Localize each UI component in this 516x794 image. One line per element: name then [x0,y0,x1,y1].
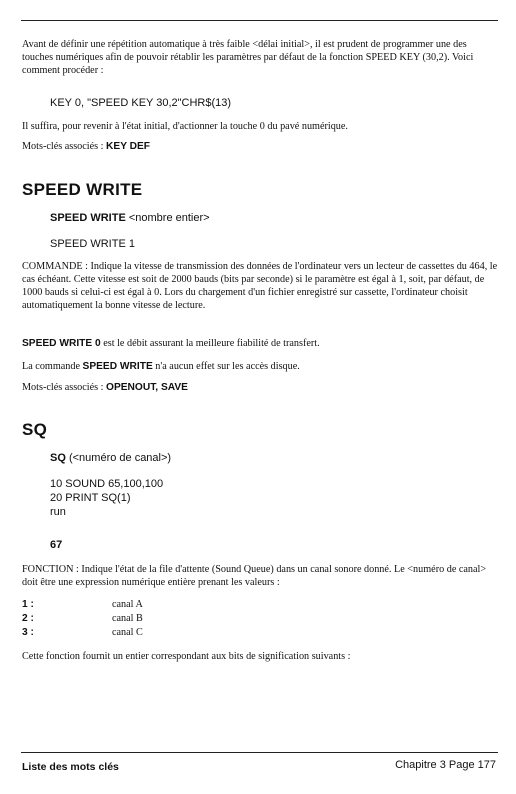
intro-keywords: Mots-clés associés : KEY DEF [22,141,151,152]
footer-left: Liste des mots clés [22,761,119,773]
sq-result: 67 [50,539,63,551]
intro-paragraph: Avant de définir une répétition automatique à très faible <délai initial>, il est prudent de programmer une des touches numériques afin de pouvoir rétablir les paramètres par défaut de la fonction SPEED KEY (30,2). Voici comment procéder : [22,39,474,76]
speed-write-description: COMMANDE : Indique la vitesse de transmission des données de l'ordinateur vers un lecteur de cassettes du 464, le cas échéant. Cette vitesse est soit de 2000 bauds (bits par seconde) si le paramètre est égal à 1, soit, par défaut, de 1000 bauds si celui-ci est égal à 0. Lors du chargement d'un fichier enregistré sur cassette, l'ordinateur choisit automatiquement la bonne vitesse de lecture. [22,261,498,311]
sq-code-block [50,477,516,519]
channel-row: 2 : canal B [22,613,143,624]
intro-paragraph-2: Il suffira, pour revenir à l'état initial, d'actionner la touche 0 du pavé numérique. [22,121,348,132]
sq-tail: Cette fonction fournit un entier correspondant aux bits de signification suivants : [22,651,351,662]
intro-code-line: KEY 0, "SPEED KEY 30,2"CHR$(13) [50,97,232,109]
speed-write-note-2: La commande SPEED WRITE n'a aucun effet sur les accès disque. [22,361,300,372]
code-line: 10 SOUND 65,100,100 [50,478,164,490]
speed-write-note-1: SPEED WRITE 0 est le débit assurant la meilleure fiabilité de transfert. [22,338,320,349]
speed-write-syntax: SPEED WRITE <nombre entier> [50,212,210,224]
sq-description: FONCTION : Indique l'état de la file d'attente (Sound Queue) dans un canal sonore donné. Le <numéro de canal> doit être une expression numérique entière prenant les valeurs : [22,564,487,588]
speed-write-keywords: Mots-clés associés : OPENOUT, SAVE [22,382,188,393]
channel-row: 3 : canal C [22,627,143,638]
top-rule [21,20,498,21]
code-line: run [50,506,66,518]
footer-right: Chapitre 3 Page 177 [395,759,496,771]
speed-write-example: SPEED WRITE 1 [50,238,135,250]
sq-syntax: SQ (<numéro de canal>) [50,452,172,464]
section-heading-sq: SQ [22,420,48,439]
footer-rule [21,752,498,753]
code-line: 20 PRINT SQ(1) [50,492,131,504]
section-heading-speed-write: SPEED WRITE [22,180,143,199]
channel-row: 1 : canal A [22,599,143,610]
